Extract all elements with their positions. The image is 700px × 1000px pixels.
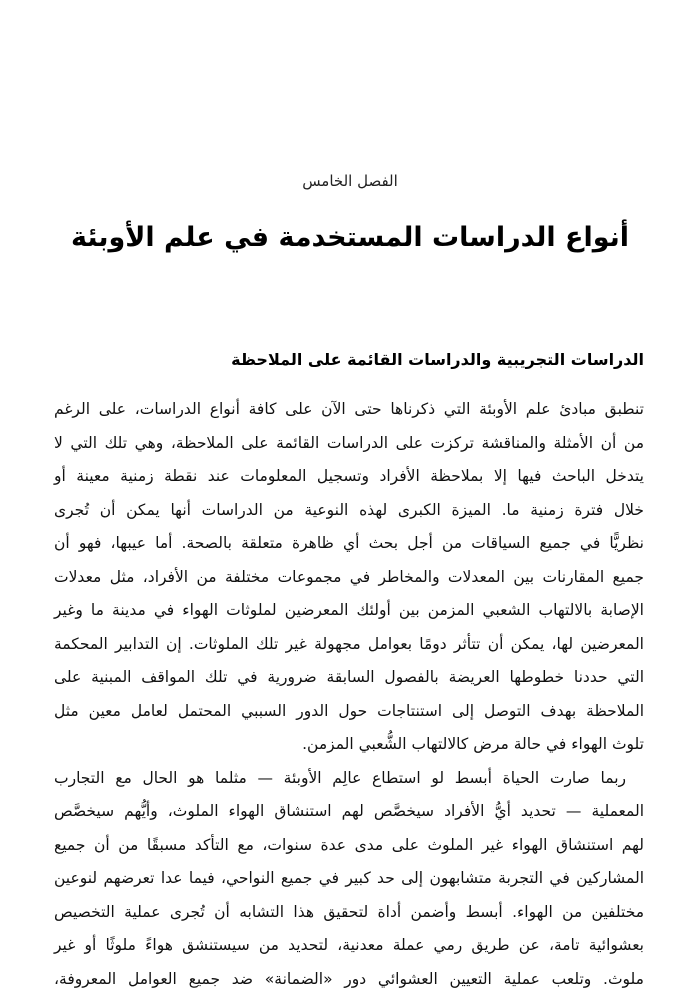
body-text	[54, 393, 644, 996]
text-line: من أن الأمثلة والمناقشة تركزت على الدراسات القائمة على الملاحظة، وهي تلك التي لا	[54, 433, 644, 452]
text-line: الملاحظة بهدف التوصل إلى استنتاجات حول الدور السببي المحتمل لعامل معين مثل	[54, 701, 644, 720]
text-line: المعملية — تحديد أيُّ الأفراد سيخصَّص لهم استنشاق الهواء الملوث، وأيُّهم سيخصَّص	[54, 802, 644, 820]
text-line: تنطبق مبادئ علم الأوبئة التي ذكرناها حتى الآن على كافة أنواع الدراسات، على الرغم	[54, 400, 644, 418]
text-line: خلال فترة زمنية ما. الميزة الكبرى لهذه النوعية من الدراسات أنها يمكن أن تُجرى	[54, 500, 644, 519]
paragraph-2	[54, 762, 644, 997]
text-line: ملوث. وتلعب عملية التعيين العشوائي دور «الضمانة» ضد جميع العوامل المعروفة،	[54, 969, 644, 988]
text-line: الإصابة بالالتهاب الشعبي المزمن بين أولئك المعرضين لملوثات الهواء في مدينة ما وغير	[54, 601, 644, 619]
text-line: المعرضين لها، يمكن أن تتأثر دومًا بعوامل مجهولة غير تلك الملوثات. إن التدابير المحكمة	[54, 634, 644, 653]
paragraph-1	[54, 393, 644, 762]
chapter-label: الفصل الخامس	[302, 172, 398, 190]
text-line: جميع المقارنات بين المعدلات والمخاطر في مجموعات مختلفة من الأفراد، مثل معدلات	[54, 567, 644, 586]
text-line: مختلفين من الهواء. أبسط وأضمن أداة لتحقيق هذا التشابه أن تُجرى عملية التخصيص	[54, 902, 644, 921]
text-line: يتدخل الباحث فيها إلا بملاحظة الأفراد وتسجيل المعلومات عند نقطة زمنية معينة أو	[54, 467, 644, 485]
chapter-title: أنواع الدراسات المستخدمة في علم الأوبئة	[70, 222, 630, 253]
text-line: المشاركين في التجربة متشابهون إلى حد كبير في جميع النواحي، فيما عدا تعرضهم لنوعين	[54, 869, 644, 887]
text-line: نظريًّا في جميع السياقات من أجل بحث أي ظاهرة متعلقة بالصحة. أما عيبها، فهو أن	[54, 534, 644, 552]
text-line: تلوث الهواء في حالة مرض كالالتهاب الشُّعبي المزمن.	[302, 735, 644, 753]
text-line: لهم استنشاق الهواء غير الملوث على مدى عدة سنوات، مع التأكد مسبقًا من أن جميع	[54, 835, 644, 854]
text-line: ربما صارت الحياة أبسط لو استطاع عالِم الأوبئة — مثلما هو الحال مع التجارب	[54, 768, 626, 787]
text-line: بعشوائية تامة، عن طريق رمي عملة معدنية، لتحديد من سيستنشق هواءً ملوثًا أو غير	[54, 936, 644, 954]
section-heading: الدراسات التجريبية والدراسات القائمة على الملاحظة	[231, 350, 644, 369]
text-line: التي حددنا خطوطها العريضة بالفصول السابقة ضرورية في تلك المواقف المبنية على	[54, 668, 644, 686]
